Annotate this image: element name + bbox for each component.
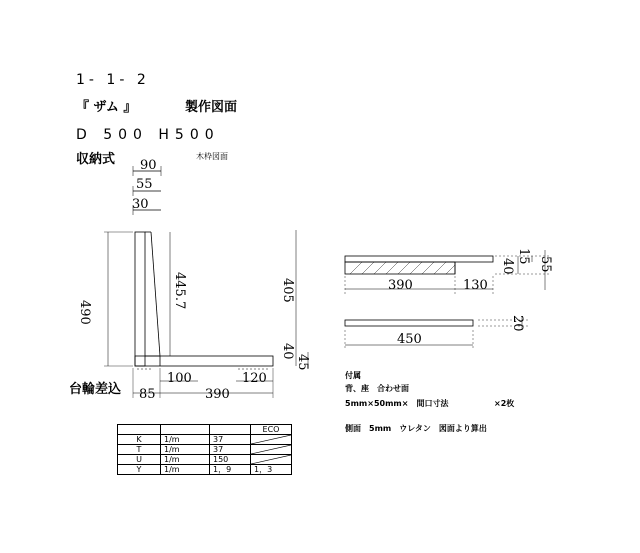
accessory-spec: 5mm×50mm× 間口寸法 [345, 399, 449, 408]
table-header-row [118, 425, 292, 435]
dim-490: 490 [77, 300, 92, 325]
dim-100: 100 [167, 371, 192, 386]
plate1-dim-130: 130 [463, 278, 488, 293]
model-name: 『 ザム 』 [76, 100, 137, 115]
table-cell-diagonal [251, 435, 292, 445]
accessory-item: 背、座 合わせ面 [345, 384, 409, 393]
accessory-title: 付属 [345, 371, 361, 380]
dim-55: 55 [136, 177, 153, 192]
plate2-dim-450: 450 [397, 332, 422, 347]
drawing-type: 製作図面 [185, 100, 238, 115]
plate-1-top [345, 256, 493, 262]
table-cell: 1/m [161, 455, 210, 465]
table-row [118, 455, 292, 465]
table-cell: 37 [210, 445, 251, 455]
dim-85: 85 [139, 387, 156, 402]
section-title: 収納式 [76, 152, 116, 167]
table-cell: 150 [210, 455, 251, 465]
plate-2 [345, 320, 473, 326]
table-cell: K [118, 435, 161, 445]
plate1-dim-390: 390 [388, 278, 413, 293]
plate2-h-20: 20 [510, 315, 525, 332]
dim-405: 405 [280, 278, 295, 303]
plate1-h-55: 55 [538, 256, 553, 273]
table-cell: 1，3 [251, 465, 292, 475]
table-cell [210, 425, 251, 435]
plate1-h-40: 40 [500, 258, 515, 275]
table-cell: 1/m [161, 435, 210, 445]
dim-90: 90 [140, 158, 157, 173]
dim-390: 390 [205, 387, 230, 402]
table-cell-diagonal [251, 445, 292, 455]
table-cell [161, 425, 210, 435]
table-cell: 1/m [161, 445, 210, 455]
table-cell: U [118, 455, 161, 465]
table-row [118, 445, 292, 455]
table-cell: 1，9 [210, 465, 251, 475]
back-panel [135, 232, 145, 366]
seat-base [135, 356, 273, 366]
dim-40: 40 [280, 343, 295, 360]
dim-45: 45 [295, 354, 310, 371]
table-cell-diagonal [251, 455, 292, 465]
table-cell: 1/m [161, 465, 210, 475]
plate1-h-15: 15 [516, 248, 531, 265]
table-cell [118, 425, 161, 435]
table-cell: Y [118, 465, 161, 475]
side-note: 側面 5mm ウレタン 図面より算出 [345, 424, 487, 433]
dim-30: 30 [132, 197, 149, 212]
drawing-code: 1- 1- 2 [76, 72, 150, 88]
frame-note: 木枠図面 [196, 152, 228, 161]
accessory-qty: ×2枚 [494, 399, 515, 408]
spec-table [117, 424, 292, 475]
table-cell: T [118, 445, 161, 455]
table-cell: ECO [251, 425, 292, 435]
table-row [118, 465, 292, 475]
dim-445-7: 445.7 [172, 272, 187, 310]
table-row [118, 435, 292, 445]
caster-label: 台輪差込 [69, 382, 122, 397]
dim-120: 120 [242, 371, 267, 386]
table-cell: 37 [210, 435, 251, 445]
size-spec: D 500 H500 [76, 127, 220, 143]
